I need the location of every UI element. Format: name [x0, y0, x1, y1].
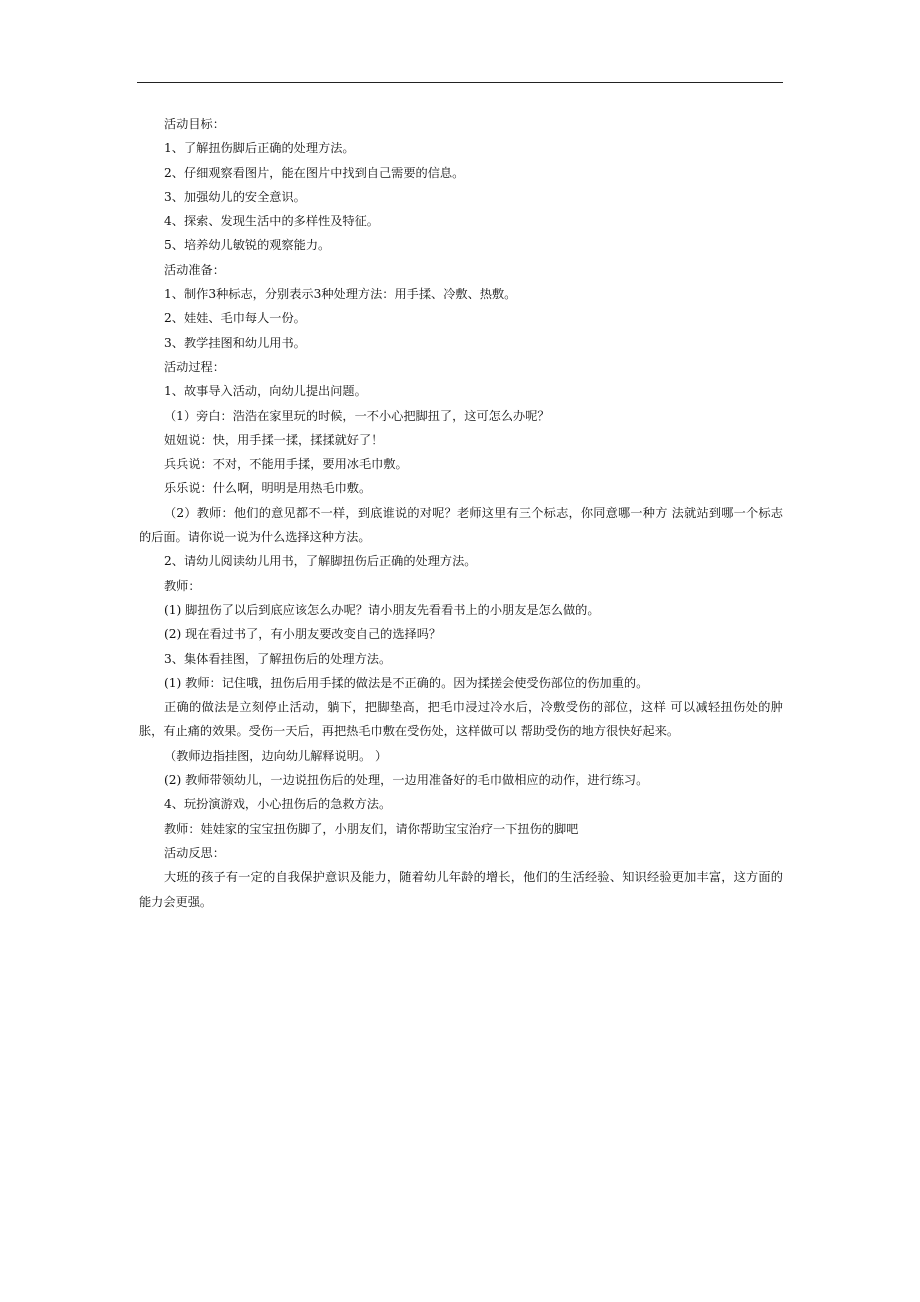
- process-text: 兵兵说：不对，不能用手揉，要用冰毛巾敷。: [164, 457, 408, 472]
- process-step: 4、玩扮演游戏，小心扭伤后的急救方法。: [164, 797, 392, 812]
- section-heading-preparation: 活动准备：: [164, 262, 225, 277]
- process-text: （教师边指挂图，边向幼儿解释说明。 ）: [164, 748, 388, 763]
- section-heading-reflection: 活动反思：: [164, 845, 225, 860]
- process-text: (1) 教师：记住哦，扭伤后用手揉的做法是不正确的。因为揉搓会使受伤部位的伤加重的。: [164, 675, 649, 690]
- preparation-item: 3、教学挂图和幼儿用书。: [164, 335, 306, 350]
- header-rule: [137, 82, 783, 83]
- preparation-item: 1、制作3种标志，分别表示3种处理方法：用手揉、冷敷、热敷。: [164, 287, 517, 302]
- process-step: 1、故事导入活动，向幼儿提出问题。: [164, 384, 367, 399]
- process-text: 妞妞说：快，用手揉一揉，揉揉就好了！: [164, 432, 384, 447]
- process-text: 乐乐说：什么啊，明明是用热毛巾敷。: [164, 481, 372, 496]
- process-text: （1）旁白：浩浩在家里玩的时候，一不小心把脚扭了，这可怎么办呢？: [164, 408, 550, 423]
- process-paragraph: 正确的做法是立刻停止活动，躺下，把脚垫高，把毛巾浸过冷水后，冷敷受伤的部位，这样 可以减轻扭伤处的肿胀，有止痛的效果。受伤一天后，再把热毛巾敷在受伤处，这样做可以 帮助受伤的地方很快好起来。: [139, 700, 783, 739]
- preparation-item: 2、娃娃、毛巾每人一份。: [164, 311, 306, 326]
- process-text: 教师：娃娃家的宝宝扭伤脚了，小朋友们，请你帮助宝宝治疗一下扭伤的脚吧: [164, 821, 579, 836]
- process-text: (2) 教师带领幼儿，一边说扭伤后的处理，一边用准备好的毛巾做相应的动作，进行练习。: [164, 773, 649, 788]
- process-text: (1) 脚扭伤了以后到底应该怎么办呢？请小朋友先看看书上的小朋友是怎么做的。: [164, 602, 600, 617]
- goal-item: 2、仔细观察看图片，能在图片中找到自己需要的信息。: [164, 165, 465, 180]
- process-text: 教师：: [164, 578, 201, 593]
- process-step: 2、请幼儿阅读幼儿用书，了解脚扭伤后正确的处理方法。: [164, 554, 477, 569]
- goal-item: 1、了解扭伤脚后正确的处理方法。: [164, 141, 355, 156]
- reflection-paragraph: 大班的孩子有一定的自我保护意识及能力，随着幼儿年龄的增长，他们的生活经验、知识经验更加丰富，这方面的能力会更强。: [139, 870, 783, 909]
- goal-item: 5、培养幼儿敏锐的观察能力。: [164, 238, 331, 253]
- goal-item: 4、探索、发现生活中的多样性及特征。: [164, 214, 379, 229]
- document-body: [139, 112, 783, 914]
- process-text: (2) 现在看过书了，有小朋友要改变自己的选择吗？: [164, 627, 442, 642]
- goal-item: 3、加强幼儿的安全意识。: [164, 189, 306, 204]
- section-heading-process: 活动过程：: [164, 359, 225, 374]
- section-heading-goals: 活动目标：: [164, 117, 225, 131]
- process-step: 3、集体看挂图，了解扭伤后的处理方法。: [164, 651, 392, 666]
- process-paragraph: （2）教师：他们的意见都不一样，到底谁说的对呢？老师这里有三个标志，你同意哪一种方 法就站到哪一个标志的后面。请你说一说为什么选择这种方法。: [139, 505, 783, 545]
